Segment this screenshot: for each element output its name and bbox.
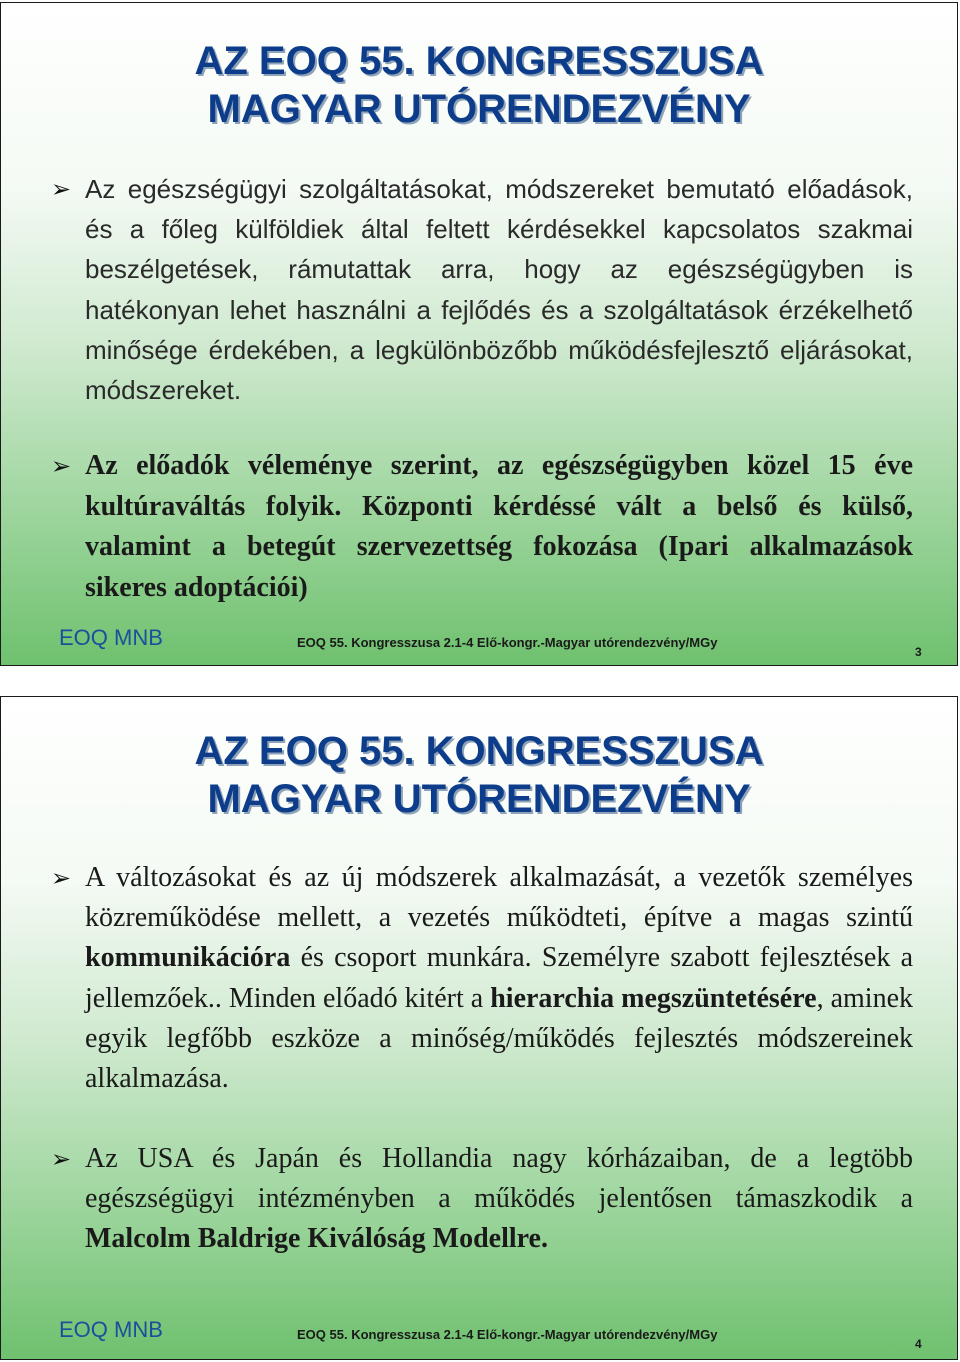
footer-caption: EOQ 55. Kongresszusa 2.1-4 Elő-kongr.-Magyar utórendezvény/MGy	[297, 635, 718, 650]
bullet-text: Az előadók véleménye szerint, az egészségügyben közel 15 éve kultúraváltás folyik. Központi kérdéssé vált a belső és külső, valamint a betegút szervezettség fokozása (Ipari alkalmazások sikeres adoptációi)	[85, 450, 913, 603]
bullet-text: Az egészségügyi szolgáltatásokat, módszereket bemutató előadások, és a főleg külföldiek által feltett kérdésekkel kapcsolatos szakmai beszélgetések, rámutattak arra, hogy az egészségügyben is hatékonyan lehet használni a fejlődés és a szolgáltatások érzékelhető minősége érdekében, a legkülönbözőbb működésfejlesztő eljárásokat, módszereket.	[85, 174, 913, 406]
slide-4	[0, 696, 958, 1360]
arrow-bullet-icon: ➢	[51, 864, 72, 892]
title-line-2: MAGYAR UTÓRENDEZVÉNY	[207, 87, 751, 131]
bullet-item	[51, 169, 913, 410]
arrow-bullet-icon: ➢	[51, 175, 72, 203]
footer-brand: EOQ MNB	[59, 625, 163, 650]
title-line-2: MAGYAR UTÓRENDEZVÉNY	[207, 777, 751, 821]
slide-title	[1, 37, 957, 133]
bullet-text-part: és csoport munkára. Személyre szabott fejlesztések a jellemzőek.. Minden előadó kitért a	[85, 942, 913, 1014]
footer-brand: EOQ MNB	[59, 1317, 163, 1342]
footer-caption: EOQ 55. Kongresszusa 2.1-4 Elő-kongr.-Magyar utórendezvény/MGy	[297, 1327, 718, 1342]
bullet-text-part: A változásokat és az új módszerek alkalmazását, a vezetők személyes közreműködése mellett, a vezetés működteti, építve a magas szintű	[85, 862, 913, 934]
bold-term-kommunikacio: kommunikációra	[85, 942, 291, 974]
bullet-item	[51, 446, 913, 608]
page-number: 3	[915, 645, 922, 659]
arrow-bullet-icon: ➢	[51, 1145, 72, 1173]
title-line-1: AZ EOQ 55. KONGRESSZUSA	[194, 729, 764, 773]
slide-3	[0, 2, 958, 666]
title-line-1: AZ EOQ 55. KONGRESSZUSA	[194, 39, 764, 83]
bullet-item	[51, 858, 913, 1099]
page-number: 4	[915, 1337, 922, 1351]
slide-title	[1, 727, 957, 823]
bullet-item	[51, 1139, 913, 1260]
bullet-text-part: Az USA és Japán és Hollandia nagy kórházaiban, de a legtöbb egészségügyi intézményben a működés jelentősen támaszkodik a	[85, 1143, 913, 1215]
bold-term-hierarchia: hierarchia megszüntetésére	[490, 982, 817, 1014]
bullet-text-part: , aminek egyik legfőbb eszköze a minőség/működés fejlesztés módszereinek alkalmazása.	[85, 982, 914, 1095]
arrow-bullet-icon: ➢	[51, 452, 72, 480]
bold-term-baldrige: Malcolm Baldrige Kiválóság Modellre.	[85, 1223, 548, 1255]
